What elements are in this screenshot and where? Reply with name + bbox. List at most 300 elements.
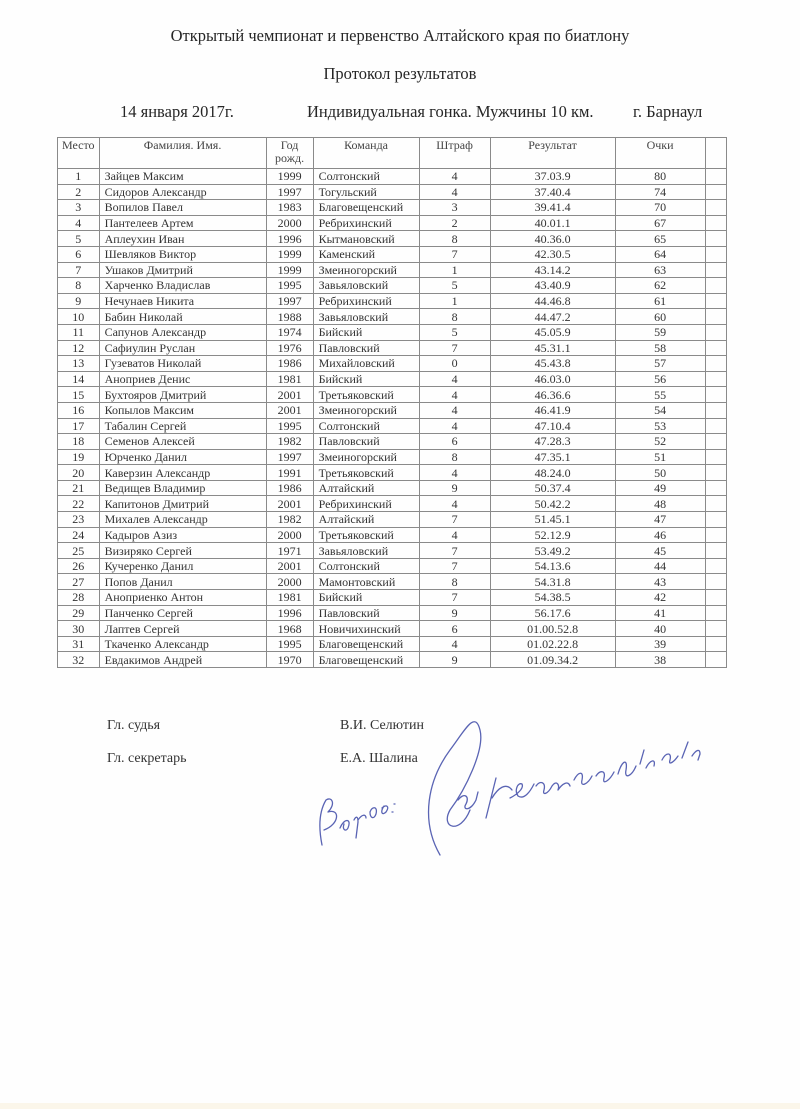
cell-points: 74 [615, 184, 705, 200]
cell-place: 7 [58, 262, 100, 278]
cell-penalty: 8 [419, 574, 490, 590]
cell-team: Ребрихинский [313, 496, 419, 512]
cell-penalty: 3 [419, 200, 490, 216]
cell-empty [705, 356, 726, 372]
cell-penalty: 7 [419, 512, 490, 528]
cell-birth-year: 1983 [266, 200, 313, 216]
cell-empty [705, 434, 726, 450]
cell-name: Лаптев Сергей [99, 621, 266, 637]
cell-name: Ушаков Дмитрий [99, 262, 266, 278]
cell-birth-year: 1982 [266, 512, 313, 528]
cell-birth-year: 2000 [266, 215, 313, 231]
cell-result: 37.40.4 [490, 184, 615, 200]
cell-place: 24 [58, 527, 100, 543]
cell-birth-year: 2000 [266, 574, 313, 590]
cell-birth-year: 2001 [266, 496, 313, 512]
cell-points: 47 [615, 512, 705, 528]
cell-birth-year: 1974 [266, 324, 313, 340]
cell-name: Гузеватов Николай [99, 356, 266, 372]
cell-result: 50.42.2 [490, 496, 615, 512]
table-row [58, 293, 727, 309]
cell-penalty: 9 [419, 480, 490, 496]
cell-birth-year: 1997 [266, 293, 313, 309]
cell-empty [705, 480, 726, 496]
cell-penalty: 4 [419, 418, 490, 434]
table-row [58, 574, 727, 590]
col-header-name: Фамилия. Имя. [99, 138, 266, 169]
cell-points: 40 [615, 621, 705, 637]
table-row [58, 278, 727, 294]
cell-birth-year: 1971 [266, 543, 313, 559]
cell-points: 52 [615, 434, 705, 450]
cell-birth-year: 2001 [266, 558, 313, 574]
table-row [58, 652, 727, 668]
cell-birth-year: 1995 [266, 278, 313, 294]
cell-place: 9 [58, 293, 100, 309]
cell-penalty: 4 [419, 387, 490, 403]
cell-team: Алтайский [313, 480, 419, 496]
cell-team: Завьяловский [313, 278, 419, 294]
cell-penalty: 1 [419, 262, 490, 278]
cell-birth-year: 1982 [266, 434, 313, 450]
cell-place: 31 [58, 636, 100, 652]
cell-points: 53 [615, 418, 705, 434]
cell-penalty: 6 [419, 434, 490, 450]
cell-place: 15 [58, 387, 100, 403]
cell-penalty: 8 [419, 231, 490, 247]
cell-birth-year: 1968 [266, 621, 313, 637]
cell-result: 42.30.5 [490, 246, 615, 262]
cell-result: 47.10.4 [490, 418, 615, 434]
cell-empty [705, 605, 726, 621]
chief-secretary-name: Е.А. Шалина [340, 751, 418, 766]
cell-team: Солтонский [313, 169, 419, 185]
cell-place: 5 [58, 231, 100, 247]
table-row [58, 527, 727, 543]
table-row [58, 621, 727, 637]
cell-penalty: 9 [419, 605, 490, 621]
cell-empty [705, 558, 726, 574]
cell-birth-year: 1970 [266, 652, 313, 668]
cell-empty [705, 231, 726, 247]
cell-team: Тогульский [313, 184, 419, 200]
cell-name: Вопилов Павел [99, 200, 266, 216]
cell-result: 46.41.9 [490, 402, 615, 418]
cell-empty [705, 527, 726, 543]
cell-result: 48.24.0 [490, 465, 615, 481]
cell-place: 6 [58, 246, 100, 262]
cell-points: 48 [615, 496, 705, 512]
cell-place: 8 [58, 278, 100, 294]
cell-name: Аноприенко Антон [99, 590, 266, 606]
cell-birth-year: 1986 [266, 356, 313, 372]
cell-team: Благовещенский [313, 636, 419, 652]
cell-team: Змеиногорский [313, 402, 419, 418]
cell-penalty: 4 [419, 636, 490, 652]
cell-points: 51 [615, 449, 705, 465]
table-row [58, 262, 727, 278]
race-date: 14 января 2017г. [120, 102, 234, 121]
col-header-penalty: Штраф [419, 138, 490, 169]
chief-judge-name: В.И. Селютин [340, 718, 425, 733]
cell-penalty: 9 [419, 652, 490, 668]
cell-team: Завьяловский [313, 309, 419, 325]
table-row [58, 605, 727, 621]
cell-points: 44 [615, 558, 705, 574]
cell-name: Попов Данил [99, 574, 266, 590]
table-row [58, 558, 727, 574]
cell-empty [705, 418, 726, 434]
cell-place: 30 [58, 621, 100, 637]
table-row [58, 340, 727, 356]
cell-result: 46.36.6 [490, 387, 615, 403]
cell-birth-year: 2001 [266, 402, 313, 418]
cell-name: Панченко Сергей [99, 605, 266, 621]
cell-penalty: 8 [419, 309, 490, 325]
cell-team: Ребрихинский [313, 215, 419, 231]
cell-birth-year: 1999 [266, 246, 313, 262]
cell-empty [705, 621, 726, 637]
col-header-points: Очки [615, 138, 705, 169]
cell-name: Харченко Владислав [99, 278, 266, 294]
cell-place: 21 [58, 480, 100, 496]
cell-result: 50.37.4 [490, 480, 615, 496]
cell-name: Семенов Алексей [99, 434, 266, 450]
cell-place: 3 [58, 200, 100, 216]
cell-birth-year: 1999 [266, 262, 313, 278]
table-row [58, 309, 727, 325]
cell-name: Сафиулин Руслан [99, 340, 266, 356]
cell-penalty: 7 [419, 246, 490, 262]
cell-empty [705, 387, 726, 403]
table-row [58, 371, 727, 387]
cell-points: 43 [615, 574, 705, 590]
cell-name: Каверзин Александр [99, 465, 266, 481]
cell-result: 43.14.2 [490, 262, 615, 278]
cell-name: Аноприев Денис [99, 371, 266, 387]
cell-result: 51.45.1 [490, 512, 615, 528]
table-row [58, 215, 727, 231]
cell-penalty: 4 [419, 527, 490, 543]
cell-place: 19 [58, 449, 100, 465]
cell-name: Ткаченко Александр [99, 636, 266, 652]
cell-place: 25 [58, 543, 100, 559]
cell-birth-year: 1995 [266, 418, 313, 434]
cell-empty [705, 543, 726, 559]
cell-result: 45.05.9 [490, 324, 615, 340]
cell-points: 50 [615, 465, 705, 481]
table-row [58, 387, 727, 403]
cell-name: Сидоров Александр [99, 184, 266, 200]
cell-name: Пантелеев Артем [99, 215, 266, 231]
cell-empty [705, 496, 726, 512]
cell-result: 47.28.3 [490, 434, 615, 450]
cell-penalty: 8 [419, 449, 490, 465]
cell-points: 64 [615, 246, 705, 262]
cell-birth-year: 2001 [266, 387, 313, 403]
cell-team: Кытмановский [313, 231, 419, 247]
cell-name: Михалев Александр [99, 512, 266, 528]
cell-empty [705, 293, 726, 309]
cell-empty [705, 636, 726, 652]
cell-penalty: 4 [419, 496, 490, 512]
table-body [58, 169, 727, 668]
table-row [58, 324, 727, 340]
cell-team: Каменский [313, 246, 419, 262]
cell-name: Визиряко Сергей [99, 543, 266, 559]
cell-team: Завьяловский [313, 543, 419, 559]
cell-place: 12 [58, 340, 100, 356]
cell-penalty: 7 [419, 543, 490, 559]
cell-name: Зайцев Максим [99, 169, 266, 185]
cell-penalty: 4 [419, 371, 490, 387]
cell-place: 1 [58, 169, 100, 185]
cell-result: 39.41.4 [490, 200, 615, 216]
table-row [58, 480, 727, 496]
cell-place: 32 [58, 652, 100, 668]
cell-points: 80 [615, 169, 705, 185]
cell-team: Мамонтовский [313, 574, 419, 590]
cell-points: 70 [615, 200, 705, 216]
cell-name: Капитонов Дмитрий [99, 496, 266, 512]
cell-points: 49 [615, 480, 705, 496]
cell-result: 01.00.52.8 [490, 621, 615, 637]
cell-penalty: 0 [419, 356, 490, 372]
cell-penalty: 4 [419, 184, 490, 200]
cell-team: Третьяковский [313, 387, 419, 403]
cell-penalty: 7 [419, 558, 490, 574]
cell-empty [705, 512, 726, 528]
table-header-row [58, 138, 727, 169]
paper-edge [0, 1103, 800, 1109]
cell-points: 56 [615, 371, 705, 387]
cell-points: 42 [615, 590, 705, 606]
cell-result: 45.31.1 [490, 340, 615, 356]
cell-result: 54.38.5 [490, 590, 615, 606]
table-row [58, 169, 727, 185]
cell-team: Солтонский [313, 558, 419, 574]
cell-birth-year: 1995 [266, 636, 313, 652]
cell-empty [705, 215, 726, 231]
cell-birth-year: 1996 [266, 605, 313, 621]
cell-place: 26 [58, 558, 100, 574]
cell-place: 2 [58, 184, 100, 200]
table-row [58, 231, 727, 247]
cell-penalty: 7 [419, 590, 490, 606]
cell-place: 10 [58, 309, 100, 325]
cell-birth-year: 1991 [266, 465, 313, 481]
cell-place: 22 [58, 496, 100, 512]
cell-place: 23 [58, 512, 100, 528]
cell-name: Нечунаев Никита [99, 293, 266, 309]
cell-birth-year: 2000 [266, 527, 313, 543]
cell-points: 55 [615, 387, 705, 403]
signature-stroke-verno [320, 799, 395, 845]
race-city: г. Барнаул [633, 102, 703, 121]
cell-name: Аплеухин Иван [99, 231, 266, 247]
table-row [58, 636, 727, 652]
signature-stroke-loop [429, 722, 481, 855]
cell-points: 67 [615, 215, 705, 231]
table-row [58, 184, 727, 200]
col-header-empty [705, 138, 726, 169]
cell-empty [705, 262, 726, 278]
table-row [58, 402, 727, 418]
cell-points: 46 [615, 527, 705, 543]
cell-empty [705, 402, 726, 418]
cell-result: 54.13.6 [490, 558, 615, 574]
cell-birth-year: 1976 [266, 340, 313, 356]
cell-result: 47.35.1 [490, 449, 615, 465]
cell-result: 45.43.8 [490, 356, 615, 372]
cell-name: Бухтояров Дмитрий [99, 387, 266, 403]
cell-team: Ребрихинский [313, 293, 419, 309]
cell-result: 40.01.1 [490, 215, 615, 231]
cell-result: 44.46.8 [490, 293, 615, 309]
cell-points: 63 [615, 262, 705, 278]
cell-place: 11 [58, 324, 100, 340]
chief-judge-label: Гл. судья [107, 718, 161, 733]
cell-empty [705, 169, 726, 185]
cell-points: 57 [615, 356, 705, 372]
cell-result: 01.09.34.2 [490, 652, 615, 668]
cell-empty [705, 371, 726, 387]
cell-team: Третьяковский [313, 465, 419, 481]
cell-team: Бийский [313, 371, 419, 387]
cell-penalty: 7 [419, 340, 490, 356]
cell-penalty: 1 [419, 293, 490, 309]
cell-place: 14 [58, 371, 100, 387]
table-row [58, 449, 727, 465]
cell-place: 27 [58, 574, 100, 590]
cell-name: Табалин Сергей [99, 418, 266, 434]
cell-place: 16 [58, 402, 100, 418]
cell-penalty: 4 [419, 402, 490, 418]
cell-name: Юрченко Данил [99, 449, 266, 465]
cell-penalty: 5 [419, 324, 490, 340]
cell-place: 4 [58, 215, 100, 231]
cell-result: 37.03.9 [490, 169, 615, 185]
cell-empty [705, 184, 726, 200]
cell-points: 59 [615, 324, 705, 340]
cell-empty [705, 278, 726, 294]
cell-result: 54.31.8 [490, 574, 615, 590]
cell-team: Благовещенский [313, 200, 419, 216]
cell-birth-year: 1996 [266, 231, 313, 247]
table-row [58, 246, 727, 262]
cell-team: Новичихинский [313, 621, 419, 637]
cell-points: 62 [615, 278, 705, 294]
cell-team: Солтонский [313, 418, 419, 434]
cell-empty [705, 324, 726, 340]
cell-result: 40.36.0 [490, 231, 615, 247]
cell-points: 54 [615, 402, 705, 418]
race-description: Индивидуальная гонка. Мужчины 10 км. [307, 102, 594, 121]
cell-birth-year: 1988 [266, 309, 313, 325]
document-title: Открытый чемпионат и первенство Алтайского края по биатлону [170, 26, 630, 45]
cell-place: 18 [58, 434, 100, 450]
cell-birth-year: 1997 [266, 184, 313, 200]
cell-name: Кучеренко Данил [99, 558, 266, 574]
cell-team: Благовещенский [313, 652, 419, 668]
table-row [58, 465, 727, 481]
table-row [58, 543, 727, 559]
table-row [58, 418, 727, 434]
cell-result: 01.02.22.8 [490, 636, 615, 652]
cell-points: 58 [615, 340, 705, 356]
chief-secretary-label: Гл. секретарь [107, 751, 187, 766]
cell-penalty: 6 [419, 621, 490, 637]
col-header-team: Команда [313, 138, 419, 169]
table-row [58, 496, 727, 512]
cell-empty [705, 340, 726, 356]
cell-place: 13 [58, 356, 100, 372]
cell-empty [705, 246, 726, 262]
cell-birth-year: 1999 [266, 169, 313, 185]
cell-name: Ведищев Владимир [99, 480, 266, 496]
cell-points: 61 [615, 293, 705, 309]
cell-points: 41 [615, 605, 705, 621]
cell-team: Павловский [313, 340, 419, 356]
col-header-result: Результат [490, 138, 615, 169]
cell-result: 53.49.2 [490, 543, 615, 559]
cell-result: 43.40.9 [490, 278, 615, 294]
table-row [58, 434, 727, 450]
cell-place: 28 [58, 590, 100, 606]
cell-birth-year: 1981 [266, 371, 313, 387]
cell-team: Змеиногорский [313, 449, 419, 465]
cell-empty [705, 449, 726, 465]
results-table [57, 137, 727, 668]
cell-empty [705, 652, 726, 668]
cell-name: Сапунов Александр [99, 324, 266, 340]
cell-name: Копылов Максим [99, 402, 266, 418]
cell-points: 65 [615, 231, 705, 247]
cell-team: Бийский [313, 590, 419, 606]
cell-place: 20 [58, 465, 100, 481]
cell-team: Третьяковский [313, 527, 419, 543]
cell-penalty: 2 [419, 215, 490, 231]
cell-birth-year: 1997 [266, 449, 313, 465]
cell-team: Бийский [313, 324, 419, 340]
cell-place: 17 [58, 418, 100, 434]
cell-result: 52.12.9 [490, 527, 615, 543]
cell-penalty: 4 [419, 465, 490, 481]
cell-birth-year: 1981 [266, 590, 313, 606]
cell-result: 46.03.0 [490, 371, 615, 387]
cell-empty [705, 465, 726, 481]
cell-team: Михайловский [313, 356, 419, 372]
col-header-birth-year: Год рожд. [266, 138, 313, 169]
cell-name: Кадыров Азиз [99, 527, 266, 543]
table-row [58, 200, 727, 216]
cell-result: 56.17.6 [490, 605, 615, 621]
cell-points: 38 [615, 652, 705, 668]
handwritten-signature [300, 700, 770, 870]
cell-empty [705, 590, 726, 606]
cell-birth-year: 1986 [266, 480, 313, 496]
cell-penalty: 4 [419, 169, 490, 185]
cell-penalty: 5 [419, 278, 490, 294]
cell-name: Бабин Николай [99, 309, 266, 325]
cell-points: 39 [615, 636, 705, 652]
cell-empty [705, 200, 726, 216]
table-row [58, 512, 727, 528]
table-row [58, 590, 727, 606]
table-row [58, 356, 727, 372]
cell-team: Алтайский [313, 512, 419, 528]
document-subtitle: Протокол результатов [323, 64, 477, 83]
